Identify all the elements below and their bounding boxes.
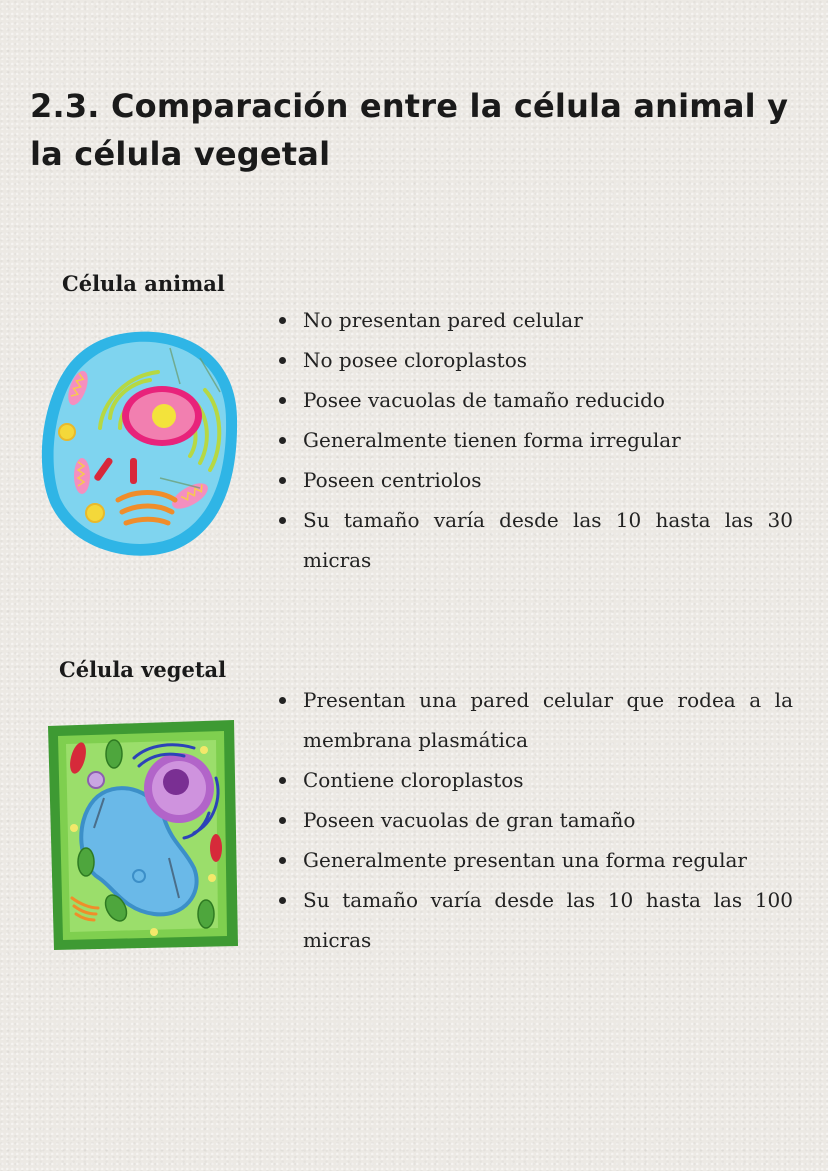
list-item: Poseen vacuolas de gran tamaño: [275, 800, 793, 840]
nucleolus-icon: [152, 404, 176, 428]
plant-cell-feature-list: [275, 680, 793, 960]
animal-cell-feature-list: [275, 300, 793, 580]
animal-cell-heading: Célula animal: [62, 271, 225, 296]
list-item: Su tamaño varía desde las 10 hasta las 30 micras: [275, 500, 793, 580]
list-item: Contiene cloroplastos: [275, 760, 793, 800]
list-item: Presentan una pared celular que rodea a la membrana plasmática: [275, 680, 793, 760]
page-title: 2.3. Comparación entre la célula animal y la célula vegetal: [30, 87, 789, 173]
list-item: Su tamaño varía desde las 10 hasta las 100 micras: [275, 880, 793, 960]
list-item: Generalmente presentan una forma regular: [275, 840, 793, 880]
list-item: No posee cloroplastos: [275, 340, 793, 380]
nucleolus-icon: [163, 769, 189, 795]
animal-cell-illustration: [40, 328, 240, 556]
list-item: No presentan pared celular: [275, 300, 793, 340]
plant-cell-heading: Célula vegetal: [59, 657, 227, 682]
list-item: Posee vacuolas de tamaño reducido: [275, 380, 793, 420]
list-item: Poseen centriolos: [275, 460, 793, 500]
plant-cell-illustration: [44, 718, 240, 954]
list-item: Generalmente tienen forma irregular: [275, 420, 793, 460]
